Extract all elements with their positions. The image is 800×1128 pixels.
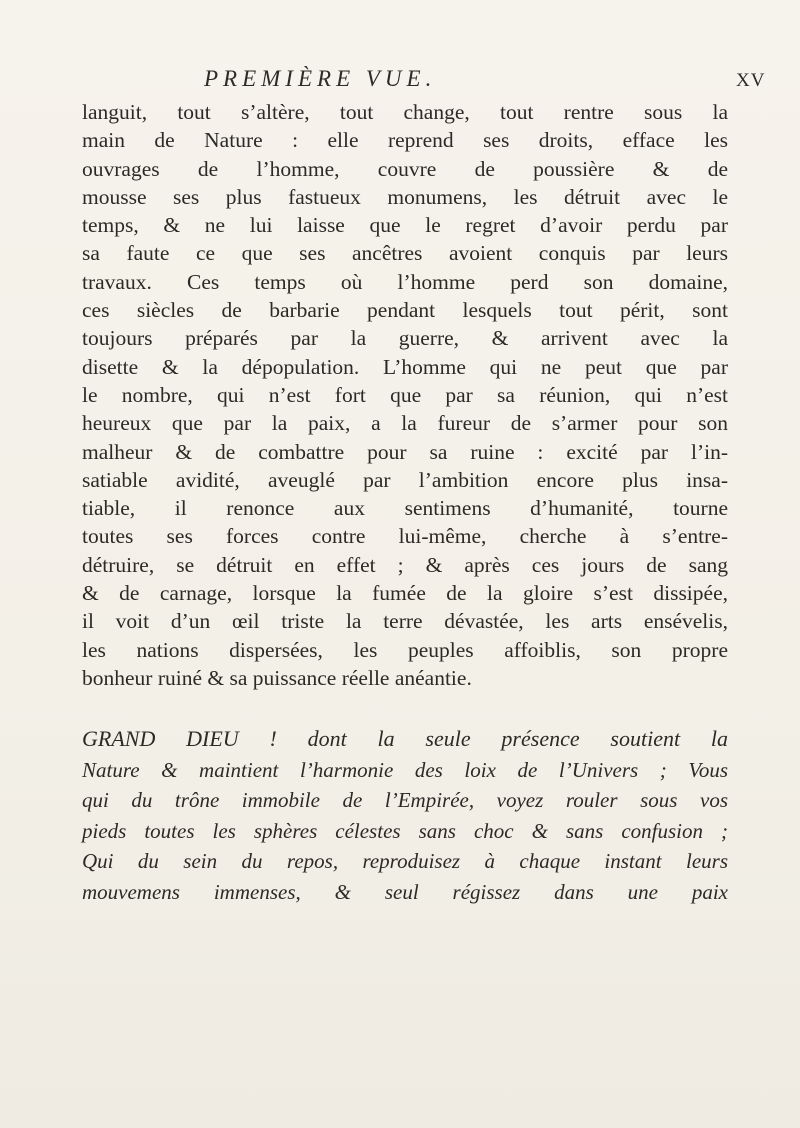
text-line: le nombre, qui n’est fort que par sa réunion, qui n’est <box>82 382 728 407</box>
invocation-line: mouvemens immenses, & seul régissez dans une paix <box>82 879 728 904</box>
text-line: malheur & de combattre pour sa ruine : excité par l’in- <box>82 439 728 464</box>
invocation-line: qui du trône immobile de l’Empirée, voyez rouler sous vos <box>82 788 728 812</box>
invocation-line: Qui du sein du repos, reproduisez à chaque instant leurs <box>82 849 728 873</box>
invocation-line: Nature & maintient l’harmonie des loix de l’Univers ; Vous <box>82 757 728 782</box>
text-line: heureux que par la paix, a la fureur de s’armer pour son <box>82 411 728 436</box>
text-line: temps, & ne lui laisse que le regret d’avoir perdu par <box>82 213 728 238</box>
text-line: travaux. Ces temps où l’homme perd son domaine, <box>82 269 728 294</box>
invocation-line: GRAND DIEU ! dont la seule présence soutient la <box>82 726 728 751</box>
text-line: les nations dispersées, les peuples affoiblis, son propre <box>82 637 728 662</box>
text-line: disette & la dépopulation. L’homme qui ne peut que par <box>82 354 728 379</box>
text-line: il voit d’un œil triste la terre dévastée, les arts ensévelis, <box>82 609 728 634</box>
text-line: languit, tout s’altère, tout change, tout rentre sous la <box>82 100 728 124</box>
page-number: XV <box>736 70 766 91</box>
invocation-paragraph <box>82 724 728 907</box>
text-line: satiable avidité, aveuglé par l’ambition encore plus insa- <box>82 467 728 492</box>
text-line: & de carnage, lorsque la fumée de la gloire s’est dissipée, <box>82 581 728 606</box>
text-line: ouvrages de l’homme, couvre de poussière & de <box>82 156 728 181</box>
running-title: PREMIÈRE VUE. <box>204 66 437 91</box>
text-line: main de Nature : elle reprend ses droits, efface les <box>82 128 728 153</box>
text-line: sa faute ce que ses ancêtres avoient conquis par leurs <box>82 241 728 266</box>
text-line: ces siècles de barbarie pendant lesquels tout périt, sont <box>82 298 728 323</box>
text-line: toutes ses forces contre lui-même, cherche à s’entre- <box>82 524 728 549</box>
body-paragraph <box>82 98 728 692</box>
invocation-line: pieds toutes les sphères célestes sans choc & sans confusion ; <box>82 818 728 843</box>
text-line: toujours préparés par la guerre, & arrivent avec la <box>82 326 728 351</box>
text-line: tiable, il renonce aux sentimens d’humanité, tourne <box>82 496 728 521</box>
text-line: détruire, se détruit en effet ; & après ces jours de sang <box>82 552 728 577</box>
text-line: mousse ses plus fastueux monumens, les détruit avec le <box>82 184 728 209</box>
text-line: bonheur ruiné & sa puissance réelle anéantie. <box>82 665 472 690</box>
